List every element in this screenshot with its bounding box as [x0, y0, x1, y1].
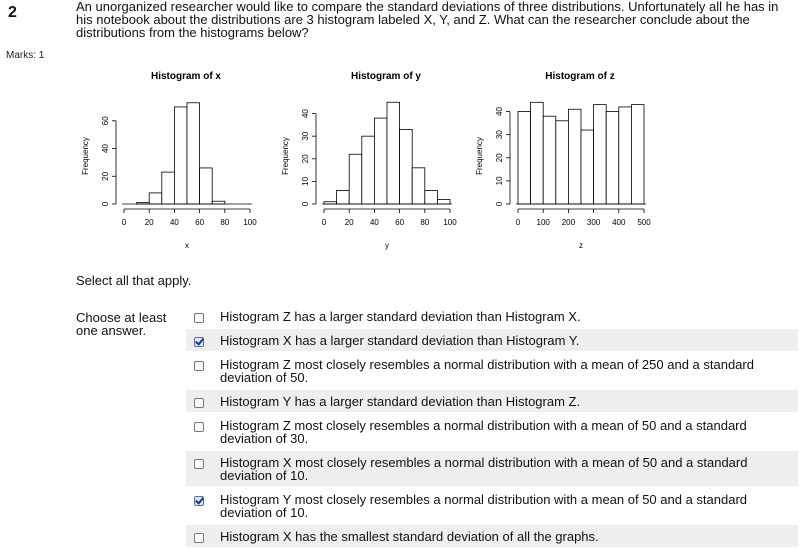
- histogram-bar: [543, 116, 556, 204]
- answer-option-2[interactable]: [186, 329, 798, 351]
- checkbox-checked[interactable]: [194, 337, 204, 347]
- y-tick-label: 10: [301, 176, 310, 186]
- histogram-bar: [349, 154, 362, 204]
- histogram-bar: [337, 190, 350, 204]
- y-tick-label: 0: [301, 201, 310, 207]
- histogram-bar: [619, 107, 632, 204]
- answer-text: Histogram Z most closely resembles a normal distribution with a mean of 250 and a standard deviation of 50.: [220, 357, 754, 385]
- histogram-bar: [531, 102, 544, 204]
- y-axis-label: Frequency: [81, 137, 90, 175]
- x-axis-label: y: [385, 241, 389, 250]
- checkbox[interactable]: [194, 313, 204, 323]
- y-tick-label: 40: [301, 109, 310, 119]
- x-tick-label: 0: [321, 218, 327, 227]
- y-tick-label: 30: [495, 130, 504, 140]
- x-tick-label: 0: [121, 218, 127, 227]
- x-tick-label: 0: [515, 218, 521, 227]
- answer-option-3[interactable]: [186, 353, 798, 388]
- histogram-bar: [212, 201, 225, 204]
- histogram-bar: [581, 130, 594, 204]
- x-tick-label: 80: [420, 218, 430, 227]
- histogram-bar: [374, 118, 387, 204]
- x-tick-label: 80: [220, 218, 230, 227]
- y-tick-label: 40: [101, 144, 110, 153]
- x-tick-label: 400: [612, 218, 626, 227]
- x-tick-label: 100: [536, 218, 550, 227]
- x-tick-label: 100: [443, 218, 457, 227]
- y-tick-label: 30: [301, 131, 310, 141]
- answer-text: Histogram Y most closely resembles a normal distribution with a mean of 50 and a standard deviation of 10.: [220, 492, 748, 520]
- answer-text: Histogram Z has a larger standard deviation than Histogram X.: [220, 309, 581, 324]
- answer-option-7[interactable]: [186, 488, 798, 523]
- histogram-bar: [518, 112, 531, 204]
- checkbox[interactable]: [194, 361, 204, 371]
- chart-title: Histogram of z: [545, 71, 615, 82]
- histogram-bar: [200, 168, 213, 204]
- checkbox[interactable]: [194, 533, 204, 543]
- choose-label: Choose at least one answer.: [76, 310, 167, 338]
- histogram-bar: [162, 172, 175, 204]
- x-tick-label: 40: [369, 218, 379, 227]
- x-tick-label: 500: [637, 218, 651, 227]
- y-tick-label: 0: [101, 201, 110, 207]
- chart-title: Histogram of x: [150, 71, 222, 82]
- histogram-bar: [362, 136, 375, 204]
- y-tick-label: 10: [495, 176, 504, 186]
- marks-label: Marks: 1: [6, 50, 45, 61]
- histograms-panel: [76, 66, 676, 266]
- histogram-bar: [556, 121, 569, 204]
- histogram-bar: [568, 109, 581, 204]
- histograms-svg: [76, 66, 676, 266]
- answer-option-8[interactable]: [186, 525, 798, 547]
- x-tick-label: 200: [561, 218, 576, 227]
- y-axis-label: Frequency: [475, 137, 484, 175]
- y-tick-label: 20: [301, 154, 310, 164]
- x-tick-label: 60: [395, 218, 405, 227]
- answer-option-4[interactable]: [186, 390, 798, 412]
- x-tick-label: 100: [243, 218, 257, 227]
- y-tick-label: 0: [495, 201, 504, 207]
- checkbox-checked[interactable]: [194, 496, 204, 506]
- answer-option-1[interactable]: [186, 305, 798, 327]
- answer-text: Histogram X has the smallest standard deviation of all the graphs.: [220, 529, 599, 544]
- y-tick-label: 20: [101, 171, 110, 181]
- answer-text: Histogram X has a larger standard deviation than Histogram Y.: [220, 333, 580, 348]
- answer-option-5[interactable]: [186, 414, 798, 449]
- question-text: An unorganized researcher would like to compare the standard deviations of three distributions. Unfortunately all he has in his notebook about the distributions are 3 histogram labeled X, Y, and Z. What can the researcher conclude about the distributions from the histograms below?: [76, 0, 779, 40]
- answer-text: Histogram Y has a larger standard deviation than Histogram Z.: [220, 394, 581, 409]
- answer-text: Histogram Z most closely resembles a normal distribution with a mean of 50 and a standard deviation of 30.: [220, 418, 747, 446]
- histogram-bar: [174, 107, 187, 204]
- x-tick-label: 20: [344, 218, 354, 227]
- question-number: 2: [8, 4, 17, 21]
- x-tick-label: 60: [195, 218, 205, 227]
- y-tick-label: 40: [495, 107, 504, 117]
- histogram-bar: [187, 103, 200, 204]
- answer-text: Histogram X most closely resembles a normal distribution with a mean of 50 and a standard deviation of 10.: [220, 455, 748, 483]
- answer-option-6[interactable]: [186, 451, 798, 486]
- histogram-bar: [400, 129, 413, 204]
- answer-list: [186, 305, 798, 549]
- checkbox[interactable]: [194, 422, 204, 432]
- x-tick-label: 20: [144, 218, 154, 227]
- x-axis-label: x: [185, 241, 189, 250]
- checkbox[interactable]: [194, 398, 204, 408]
- histogram-bar: [437, 199, 450, 204]
- histogram-bar: [631, 105, 644, 204]
- checkbox[interactable]: [194, 459, 204, 469]
- x-tick-label: 40: [169, 218, 179, 227]
- histogram-bar: [412, 168, 425, 204]
- y-tick-label: 20: [495, 153, 504, 163]
- y-tick-label: 60: [101, 116, 110, 126]
- histogram-bar: [606, 112, 619, 204]
- y-axis-label: Frequency: [281, 137, 290, 175]
- histogram-bar: [594, 105, 607, 204]
- histogram-bar: [425, 190, 438, 204]
- instruction-text: Select all that apply.: [76, 273, 192, 288]
- histogram-bar: [149, 193, 162, 204]
- x-tick-label: 300: [586, 218, 601, 227]
- x-axis-label: z: [579, 241, 583, 250]
- histogram-bar: [387, 102, 400, 204]
- chart-title: Histogram of y: [350, 71, 422, 82]
